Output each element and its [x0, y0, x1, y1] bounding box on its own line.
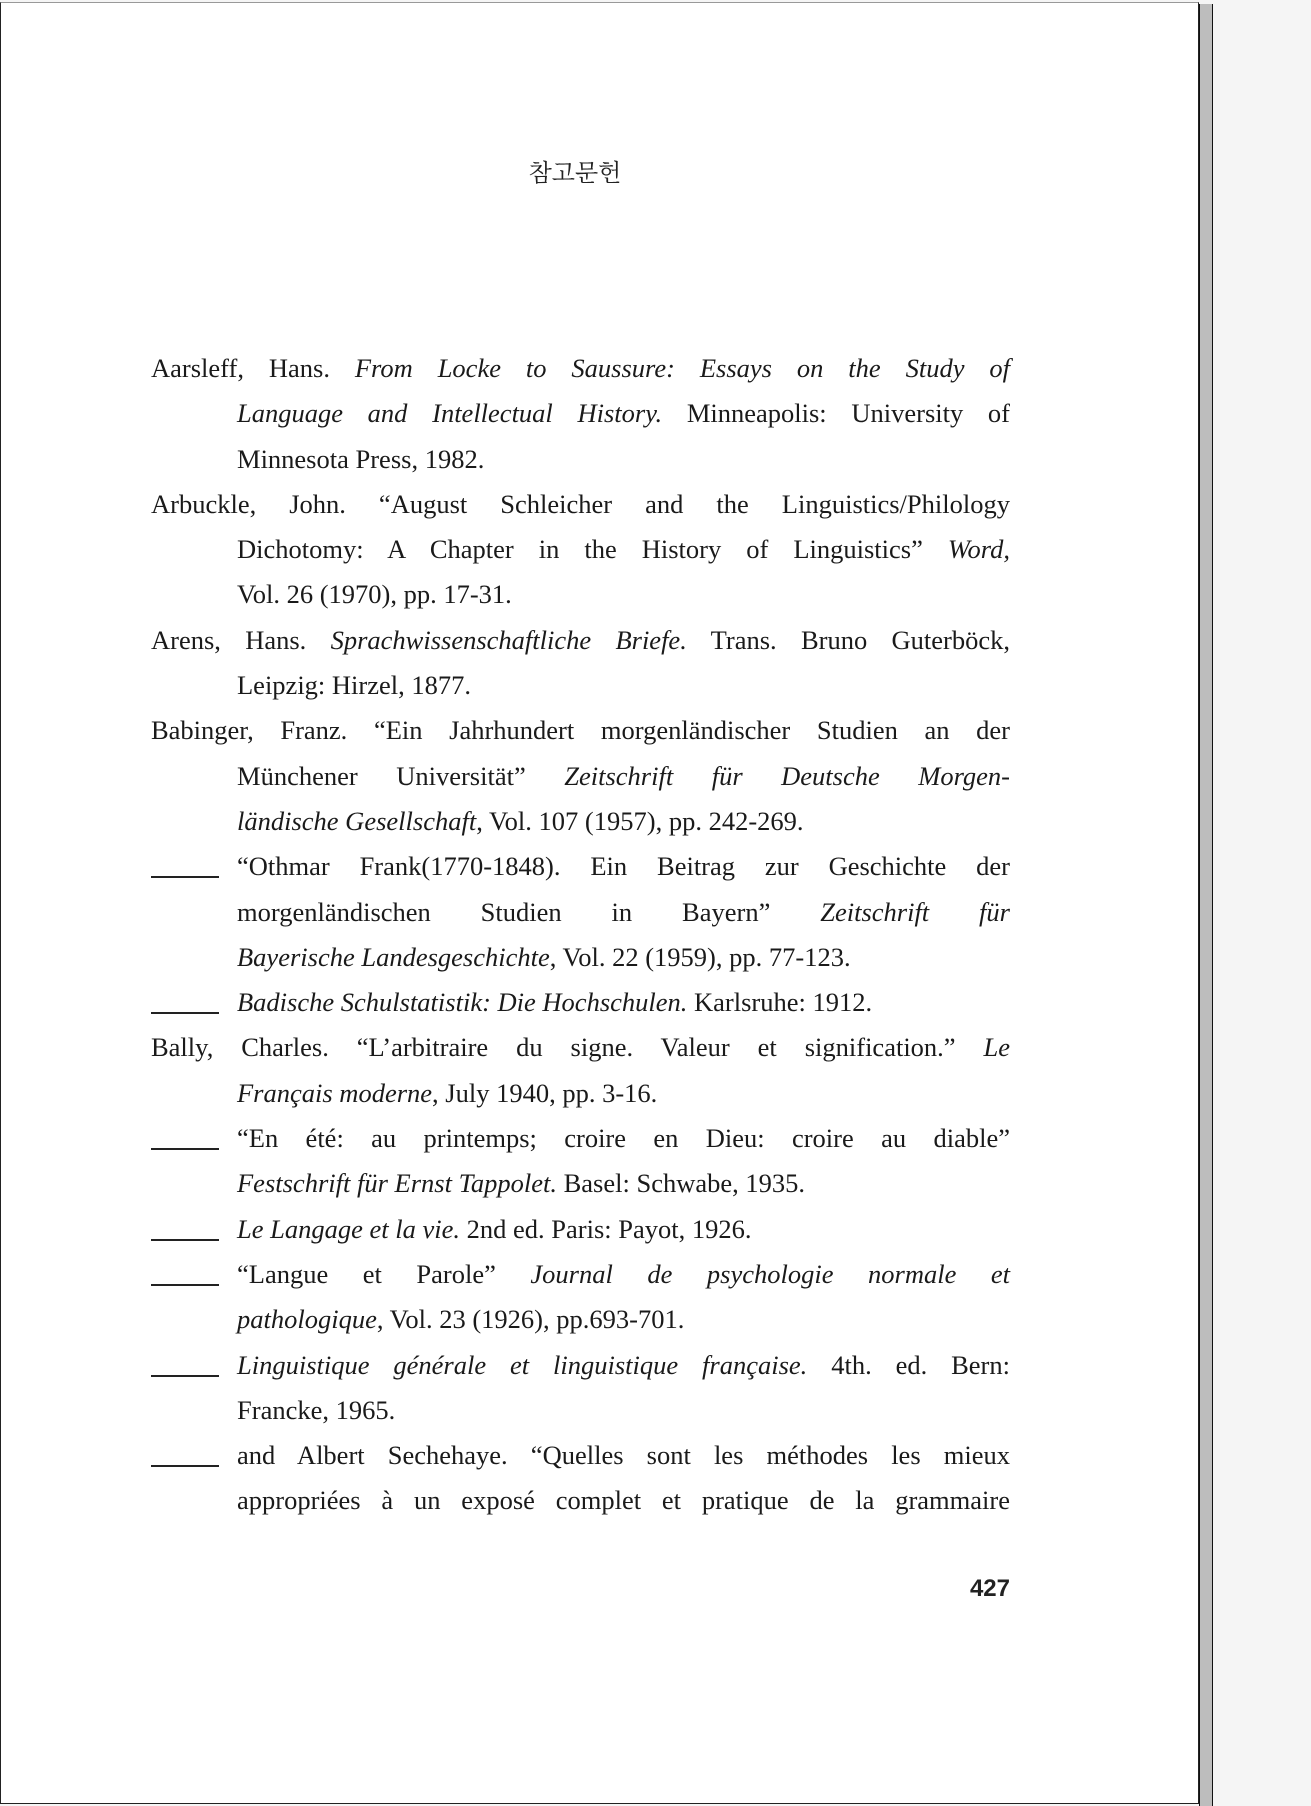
entry-line	[151, 708, 1010, 753]
entry-line	[151, 482, 1010, 527]
bibliography-list	[151, 346, 1010, 1524]
entry-text: “Langue et Parole”	[237, 1258, 531, 1289]
italic-title-text: Word,	[947, 534, 1010, 565]
entry-text: Leipzig: Hirzel, 1877.	[237, 670, 472, 701]
entry-text: appropriées à un exposé complet et pratique de la grammaire	[237, 1485, 1010, 1516]
page-number: 427	[969, 1575, 1010, 1602]
entry-text: Minneapolis: University of	[662, 398, 1010, 429]
entry-line	[151, 527, 1010, 572]
entry-text: Vol. 26 (1970), pp. 17-31.	[237, 579, 512, 610]
entry-line	[151, 663, 1010, 708]
page-edge	[1199, 4, 1213, 1806]
entry-text: Babinger, Franz. “Ein Jahrhundert morgenländischer Studien an der	[151, 715, 1010, 746]
entry-text: Minnesota Press, 1982.	[237, 443, 485, 474]
bibliography-entry	[151, 708, 1010, 844]
entry-line	[151, 572, 1010, 617]
same-author-dash	[151, 1148, 219, 1150]
italic-title-text: pathologique	[237, 1304, 377, 1335]
entry-text: Arbuckle, John. “August Schleicher and the Linguistics/Philology	[151, 488, 1010, 519]
same-author-dash	[151, 1284, 219, 1286]
italic-title-text: Bayerische Landesgeschichte	[237, 941, 550, 972]
same-author-dash	[151, 1012, 219, 1014]
entry-line	[151, 1161, 1010, 1206]
entry-text: Bally, Charles. “L’arbitraire du signe. Valeur et signification.”	[151, 1032, 984, 1063]
entry-line	[151, 754, 1010, 799]
entry-text: , Vol. 22 (1959), pp. 77-123.	[549, 941, 851, 972]
entry-text: Trans. Bruno Guterböck,	[686, 624, 1010, 655]
entry-text: , July 1940, pp. 3-16.	[432, 1077, 658, 1108]
entry-text: , Vol. 107 (1957), pp. 242-269.	[476, 805, 804, 836]
entry-line	[151, 1388, 1010, 1433]
entry-line	[151, 618, 1010, 663]
italic-title-text: Linguistique générale et linguistique française.	[237, 1349, 808, 1380]
entry-text: Arens, Hans.	[151, 624, 331, 655]
italic-title-text: Badische Schulstatistik: Die Hochschulen.	[237, 987, 688, 1018]
entry-line	[151, 346, 1010, 391]
entry-line	[151, 1343, 1010, 1388]
entry-line	[151, 1116, 1010, 1161]
bibliography-entry	[151, 844, 1010, 980]
italic-title-text: Français moderne	[237, 1077, 433, 1108]
entry-text: Aarsleff, Hans.	[151, 353, 355, 383]
entry-line	[151, 437, 1010, 482]
entry-line	[151, 799, 1010, 844]
bibliography-entry	[151, 1433, 1010, 1524]
italic-title-text: From Locke to Saussure: Essays on the Study of	[354, 353, 1010, 383]
document-page	[0, 2, 1199, 1804]
bibliography-entry	[151, 1252, 1010, 1343]
italic-title-text: Journal de psychologie normale et	[530, 1258, 1010, 1289]
bibliography-entry	[151, 482, 1010, 618]
page-title: 참고문헌	[528, 159, 622, 187]
italic-title-text: Language and Intellectual History.	[237, 398, 663, 429]
entry-line	[151, 1478, 1010, 1523]
same-author-dash	[151, 876, 219, 878]
entry-line	[151, 1071, 1010, 1116]
bibliography-entry	[151, 618, 1010, 709]
entry-text: Münchener Universität”	[237, 760, 565, 791]
entry-text: “Othmar Frank(1770-1848). Ein Beitrag zur Geschichte der	[237, 851, 1010, 882]
entry-line	[151, 1207, 1010, 1252]
italic-title-text: ländische Gesellschaft	[237, 805, 477, 836]
bibliography-entry	[151, 980, 1010, 1025]
entry-line	[151, 890, 1010, 935]
entry-text: morgenländischen Studien in Bayern”	[237, 896, 821, 927]
same-author-dash	[151, 1465, 219, 1467]
italic-title-text: Sprachwissenschaftliche Briefe.	[330, 624, 687, 655]
bibliography-entry	[151, 1343, 1010, 1434]
bibliography-entry	[151, 1116, 1010, 1207]
entry-line	[151, 1297, 1010, 1342]
entry-line	[151, 980, 1010, 1025]
entry-text: and Albert Sechehaye. “Quelles sont les méthodes les mieux	[237, 1440, 1010, 1471]
bibliography-entry	[151, 346, 1010, 482]
same-author-dash	[151, 1239, 219, 1241]
entry-line	[151, 844, 1010, 889]
bibliography-entry	[151, 1207, 1010, 1252]
italic-title-text: Le	[983, 1032, 1010, 1063]
entry-text: Basel: Schwabe, 1935.	[557, 1168, 806, 1199]
italic-title-text: Festschrift für Ernst Tappolet.	[237, 1168, 557, 1199]
entry-line	[151, 391, 1010, 436]
entry-line	[151, 1433, 1010, 1478]
italic-title-text: Zeitschrift für	[820, 896, 1010, 927]
entry-text: 4th. ed. Bern:	[807, 1349, 1010, 1380]
entry-text: Dichotomy: A Chapter in the History of Linguistics”	[237, 534, 948, 565]
entry-line	[151, 1025, 1010, 1070]
entry-text: “En été: au printemps; croire en Dieu: croire au diable”	[237, 1123, 1010, 1154]
entry-text: Karlsruhe: 1912.	[687, 987, 873, 1018]
italic-title-text: Le Langage et la vie.	[237, 1213, 460, 1244]
same-author-dash	[151, 1375, 219, 1377]
entry-text: , Vol. 23 (1926), pp.693-701.	[376, 1304, 685, 1335]
entry-line	[151, 935, 1010, 980]
entry-text: 2nd ed. Paris: Payot, 1926.	[460, 1213, 752, 1244]
entry-text: Francke, 1965.	[237, 1394, 396, 1425]
entry-line	[151, 1252, 1010, 1297]
bibliography-entry	[151, 1025, 1010, 1116]
italic-title-text: Zeitschrift für Deutsche Morgen-	[564, 760, 1011, 791]
